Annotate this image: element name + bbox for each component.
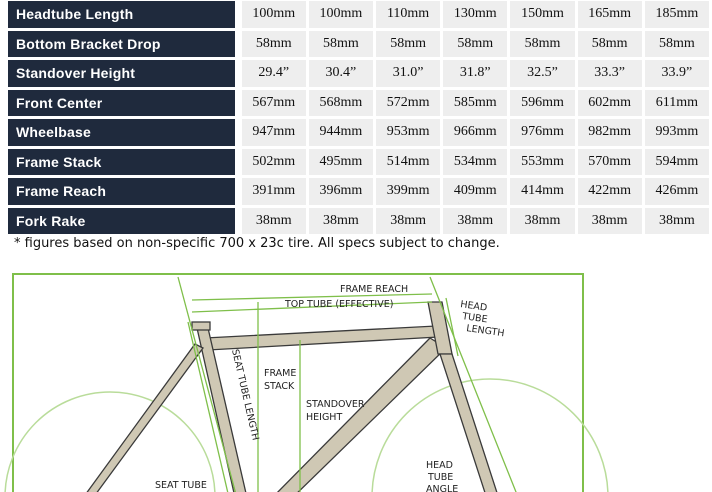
rear-wheel (5, 392, 215, 492)
spec-cell: 58mm (376, 31, 443, 58)
spec-cell: 150mm (510, 1, 577, 28)
spec-cell: 602mm (578, 90, 645, 117)
spec-cell: 38mm (645, 208, 712, 235)
spec-cell: 38mm (578, 208, 645, 235)
spec-cell: 29.4” (242, 60, 309, 87)
label-seat-tube-length: SEAT TUBE LENGTH (229, 348, 261, 442)
label-standover-2: HEIGHT (306, 412, 343, 423)
spec-row-label: Frame Stack (8, 149, 235, 176)
spec-cell: 596mm (510, 90, 577, 117)
spec-cell: 33.9” (645, 60, 712, 87)
seat-clamp (192, 322, 210, 330)
spec-row-label: Headtube Length (8, 1, 235, 28)
spec-row (8, 178, 712, 205)
label-frame-stack-1: FRAME (264, 368, 297, 379)
spec-row (8, 119, 712, 146)
spec-row (8, 31, 712, 58)
spec-row-label: Fork Rake (8, 208, 235, 235)
seat-stay (80, 344, 203, 492)
spec-cell: 976mm (510, 119, 577, 146)
spec-cell: 993mm (645, 119, 712, 146)
spec-cell: 110mm (376, 1, 443, 28)
spec-cell: 165mm (578, 1, 645, 28)
spec-row-label: Front Center (8, 90, 235, 117)
spec-cell: 38mm (510, 208, 577, 235)
spec-cell: 130mm (443, 1, 510, 28)
spec-cell: 953mm (376, 119, 443, 146)
spec-cell: 31.0” (376, 60, 443, 87)
footnote: * figures based on non-specific 700 x 23c tire. All specs subject to change. (14, 236, 500, 251)
spec-cell: 572mm (376, 90, 443, 117)
geometry-spec-table (8, 0, 712, 237)
label-top-tube: TOP TUBE (EFFECTIVE) (285, 299, 394, 310)
spec-row (8, 149, 712, 176)
spec-cell: 32.5” (510, 60, 577, 87)
spec-cell: 58mm (510, 31, 577, 58)
spec-cell: 553mm (510, 149, 577, 176)
spec-cell: 414mm (510, 178, 577, 205)
spec-cell: 391mm (242, 178, 309, 205)
spec-cell: 568mm (309, 90, 376, 117)
spec-row (8, 208, 712, 235)
frame-geometry-diagram (0, 262, 712, 492)
spec-cell: 38mm (443, 208, 510, 235)
spec-cell: 585mm (443, 90, 510, 117)
spec-cell: 38mm (309, 208, 376, 235)
spec-cell: 58mm (578, 31, 645, 58)
spec-cell: 611mm (645, 90, 712, 117)
spec-cell: 495mm (309, 149, 376, 176)
spec-cell: 409mm (443, 178, 510, 205)
spec-cell: 426mm (645, 178, 712, 205)
label-head-tube-1: HEAD (459, 299, 488, 314)
spec-cell: 58mm (443, 31, 510, 58)
spec-cell: 567mm (242, 90, 309, 117)
spec-row-label: Wheelbase (8, 119, 235, 146)
label-head-angle-3: ANGLE (426, 484, 459, 492)
spec-cell: 966mm (443, 119, 510, 146)
label-seat-tube: SEAT TUBE (155, 480, 207, 491)
spec-cell: 38mm (242, 208, 309, 235)
label-head-tube-2: TUBE (461, 311, 489, 326)
spec-cell: 570mm (578, 149, 645, 176)
spec-cell: 58mm (242, 31, 309, 58)
spec-row-label: Standover Height (8, 60, 235, 87)
spec-cell: 594mm (645, 149, 712, 176)
spec-cell: 396mm (309, 178, 376, 205)
spec-cell: 33.3” (578, 60, 645, 87)
spec-cell: 58mm (309, 31, 376, 58)
spec-cell: 502mm (242, 149, 309, 176)
spec-cell: 185mm (645, 1, 712, 28)
spec-cell: 38mm (376, 208, 443, 235)
spec-cell: 947mm (242, 119, 309, 146)
label-frame-reach: FRAME REACH (340, 284, 409, 295)
spec-cell: 58mm (645, 31, 712, 58)
spec-row-label: Frame Reach (8, 178, 235, 205)
spec-cell: 422mm (578, 178, 645, 205)
spec-cell: 944mm (309, 119, 376, 146)
down-tube (268, 338, 446, 492)
spec-row (8, 1, 712, 28)
label-head-angle-2: TUBE (428, 472, 454, 483)
spec-cell: 534mm (443, 149, 510, 176)
spec-cell: 982mm (578, 119, 645, 146)
label-head-angle-1: HEAD (426, 460, 453, 471)
spec-row (8, 90, 712, 117)
spec-cell: 100mm (309, 1, 376, 28)
spec-cell: 514mm (376, 149, 443, 176)
label-head-tube-3: LENGTH (465, 323, 506, 340)
spec-cell: 100mm (242, 1, 309, 28)
spec-cell: 399mm (376, 178, 443, 205)
top-tube (205, 326, 438, 350)
spec-cell: 31.8” (443, 60, 510, 87)
label-standover-1: STANDOVER (306, 399, 365, 410)
spec-row (8, 60, 712, 87)
spec-cell: 30.4” (309, 60, 376, 87)
label-frame-stack-2: STACK (264, 381, 295, 392)
spec-row-label: Bottom Bracket Drop (8, 31, 235, 58)
